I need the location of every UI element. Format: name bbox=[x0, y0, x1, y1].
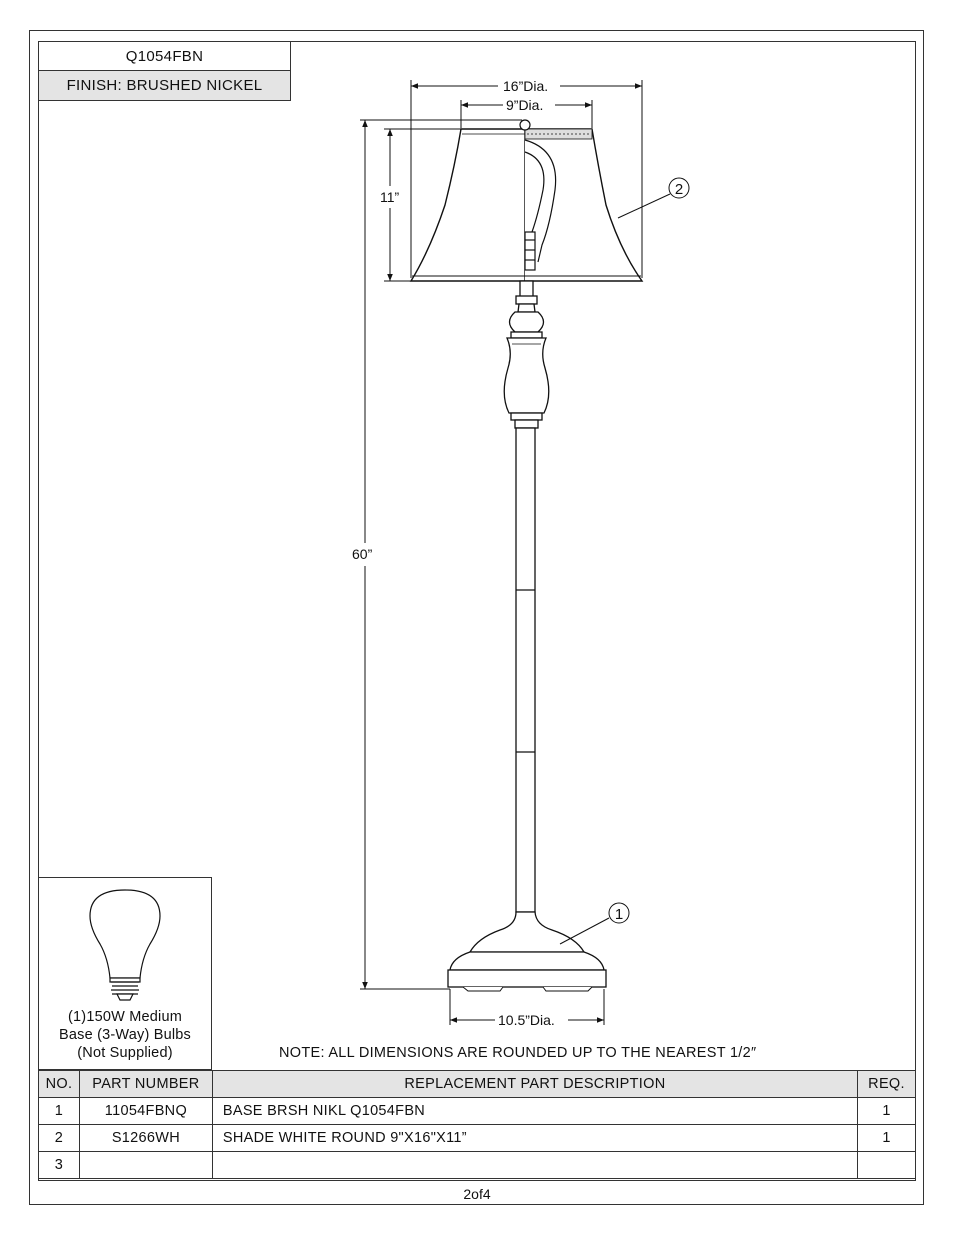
bulb-info-box bbox=[38, 877, 212, 1070]
bulb-line-2: Base (3-Way) Bulbs bbox=[59, 1027, 191, 1043]
bulb-caption bbox=[38, 1008, 212, 1062]
svg-text:1: 1 bbox=[614, 906, 624, 923]
row-description: SHADE WHITE ROUND 9"X16"X11” bbox=[212, 1125, 857, 1152]
base-dia-label: 10.5”Dia. bbox=[498, 1012, 555, 1028]
row-part-number bbox=[79, 1152, 212, 1179]
table-row bbox=[39, 1098, 916, 1125]
model-number: Q1054FBN bbox=[125, 47, 204, 65]
replacement-parts-table bbox=[38, 1070, 916, 1179]
header-description: REPLACEMENT PART DESCRIPTION bbox=[212, 1071, 857, 1098]
row-no: 1 bbox=[39, 1098, 80, 1125]
overall-height-label: 60” bbox=[352, 546, 373, 562]
svg-text:2: 2 bbox=[674, 181, 684, 198]
bulb-line-3: (Not Supplied) bbox=[77, 1045, 173, 1061]
finish-label: FINISH: BRUSHED NICKEL bbox=[66, 77, 263, 94]
bulb-line-1: (1)150W Medium bbox=[68, 1009, 182, 1025]
row-req: 1 bbox=[858, 1125, 916, 1152]
row-part-number: 11054FBNQ bbox=[79, 1098, 212, 1125]
table-row bbox=[39, 1152, 916, 1179]
header-no: NO. bbox=[39, 1071, 80, 1098]
row-no: 2 bbox=[39, 1125, 80, 1152]
row-req bbox=[858, 1152, 916, 1179]
header-req: REQ. bbox=[858, 1071, 916, 1098]
header-part-number: PART NUMBER bbox=[79, 1071, 212, 1098]
shade-bottom-dia-label: 16”Dia. bbox=[503, 78, 549, 94]
callout-2 bbox=[618, 178, 689, 218]
row-description bbox=[212, 1152, 857, 1179]
row-description: BASE BRSH NIKL Q1054FBN bbox=[212, 1098, 857, 1125]
page-number: 2of4 bbox=[463, 1186, 491, 1202]
table-header-row bbox=[39, 1071, 916, 1098]
row-req: 1 bbox=[858, 1098, 916, 1125]
lamp-body bbox=[448, 281, 606, 991]
light-bulb-icon bbox=[38, 878, 212, 1008]
shade-top-dia-label: 9”Dia. bbox=[506, 97, 544, 113]
dimension-note: NOTE: ALL DIMENSIONS ARE ROUNDED UP TO THE NEAREST 1/2″ bbox=[279, 1045, 757, 1061]
shade-height-label: 11” bbox=[380, 189, 400, 205]
row-part-number: S1266WH bbox=[79, 1125, 212, 1152]
table-row bbox=[39, 1125, 916, 1152]
row-no: 3 bbox=[39, 1152, 80, 1179]
